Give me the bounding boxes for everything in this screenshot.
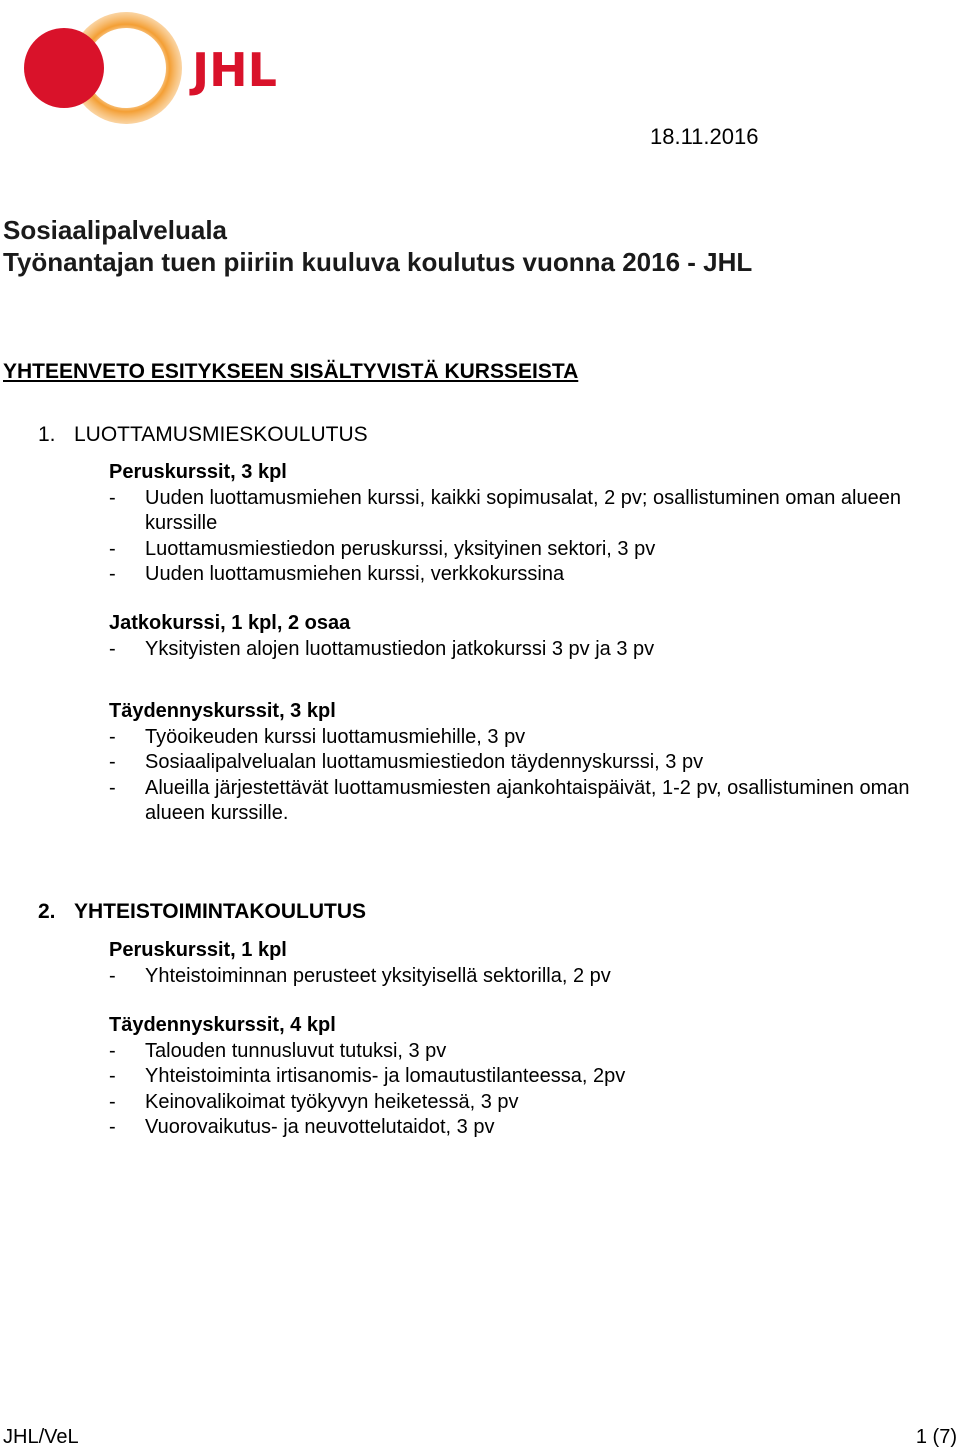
section-2-group-1 <box>109 938 939 989</box>
logo-text: JHL <box>192 43 277 97</box>
list-item: - Keinovalikoimat työkyvyn heiketessä, 3 pv <box>109 1090 519 1113</box>
section-2-title: YHTEISTOIMINTAKOULUTUS <box>74 900 367 923</box>
section-1-heading <box>38 423 368 447</box>
section-1-group-1 <box>109 460 939 588</box>
list-item: - Luottamusmiestiedon peruskurssi, yksityinen sektori, 3 pv <box>109 537 656 560</box>
list-item: - Yhteistoiminta irtisanomis- ja lomautustilanteessa, 2pv <box>109 1065 626 1087</box>
list-item: - Vuorovaikutus- ja neuvottelutaidot, 3 pv <box>109 1116 495 1138</box>
section-1-group-2 <box>109 611 939 662</box>
group-title: Peruskurssit, 1 kpl <box>109 939 287 961</box>
summary-heading: YHTEENVETO ESITYKSEEN SISÄLTYVISTÄ KURSSEISTA <box>3 360 579 383</box>
section-1-title: LUOTTAMUSMIESKOULUTUS <box>74 423 368 446</box>
section-2-group-2 <box>109 1013 939 1141</box>
title-line-1: Sosiaalipalveluala <box>3 215 228 245</box>
jhl-logo <box>20 10 300 130</box>
list-item: - Uuden luottamusmiehen kurssi, verkkokurssina <box>109 563 565 585</box>
group-title: Täydennyskurssit, 3 kpl <box>109 700 336 722</box>
list-item: - Alueilla järjestettävät luottamusmiesten ajankohtaispäivät, 1-2 pv, osallistuminen oman alueen kurssille. <box>109 776 910 824</box>
section-2-number: 2. <box>38 900 56 923</box>
list-item: - Sosiaalipalvelualan luottamusmiestiedon täydennyskurssi, 3 pv <box>109 751 704 773</box>
document-title <box>3 214 752 278</box>
list-item: - Työoikeuden kurssi luottamusmiehille, 3 pv <box>109 725 526 748</box>
group-title: Täydennyskurssit, 4 kpl <box>109 1014 336 1036</box>
group-title: Peruskurssit, 3 kpl <box>109 461 287 483</box>
page-number: 1 (7) <box>915 1426 957 1448</box>
section-1-group-3 <box>109 699 939 827</box>
list-item: - Uuden luottamusmiehen kurssi, kaikki sopimusalat, 2 pv; osallistuminen oman alueen kurssille <box>109 486 901 534</box>
document-date: 18.11.2016 <box>650 124 759 149</box>
footer-left: JHL/VeL <box>3 1426 79 1448</box>
group-title: Jatkokurssi, 1 kpl, 2 osaa <box>109 612 351 634</box>
list-item: - Yhteistoiminnan perusteet yksityisellä sektorilla, 2 pv <box>109 964 611 987</box>
list-item: - Talouden tunnusluvut tutuksi, 3 pv <box>109 1039 447 1062</box>
section-1-number: 1. <box>38 423 56 446</box>
logo-red-circle <box>24 28 104 108</box>
section-2-heading <box>38 900 366 924</box>
title-line-2: Työnantajan tuen piiriin kuuluva koulutus vuonna 2016 - JHL <box>3 247 753 277</box>
list-item: - Yksityisten alojen luottamustiedon jatkokurssi 3 pv ja 3 pv <box>109 637 655 660</box>
